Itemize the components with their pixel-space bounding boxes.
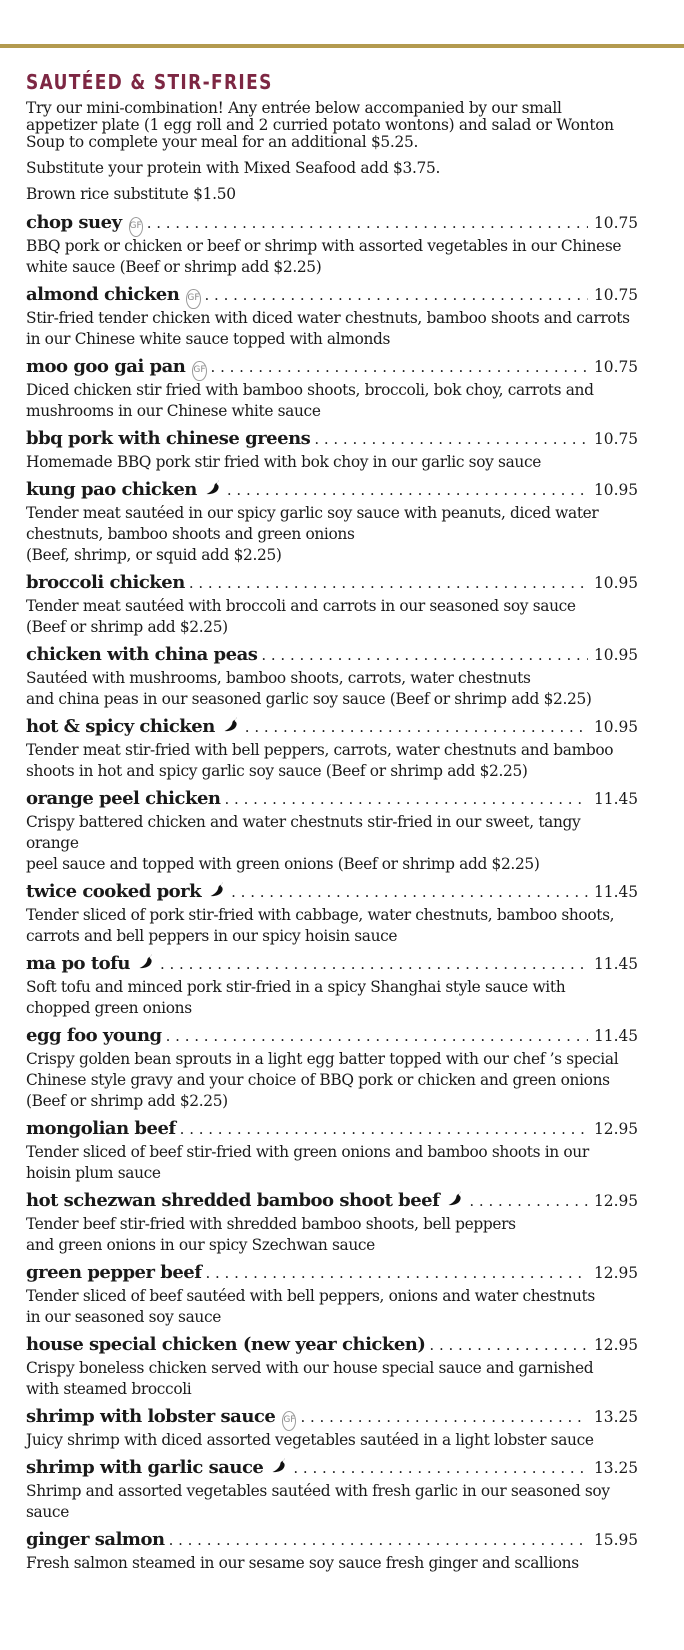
menu-item-orange-peel-chicken: [26, 788, 639, 875]
menu-item-name: house special chicken (new year chicken): [26, 1334, 426, 1355]
menu-item-shrimp-with-lobster-sauce: [26, 1406, 639, 1451]
menu-item-description: Crispy boneless chicken served with our house special sauce and garnished with steamed broccoli: [26, 1359, 594, 1398]
menu-item-price: 10.75: [594, 214, 639, 232]
menu-item-price: 11.45: [594, 790, 639, 808]
menu-item-name: orange peel chicken: [26, 788, 221, 809]
menu-item-description: Shrimp and assorted vegetables sautéed with fresh garlic in our seasoned soy sauce: [26, 1482, 610, 1521]
menu-item-description: Fresh salmon steamed in our sesame soy sauce fresh ginger and scallions: [26, 1554, 579, 1572]
gluten-free-icon: GF: [129, 217, 143, 237]
menu-item-header: [26, 1457, 639, 1481]
dot-leader: [231, 883, 588, 901]
menu-item-price: 10.75: [594, 430, 639, 448]
dot-leader: [205, 1264, 588, 1282]
menu-item-name: twice cooked pork: [26, 881, 202, 902]
menu-item-name: bbq pork with chinese greens: [26, 428, 311, 449]
menu-item-header: [26, 953, 639, 977]
menu-item-description: Soft tofu and minced pork stir-fried in a spicy Shanghai style sauce with chopped green onions: [26, 978, 566, 1017]
chili-pepper-icon: [447, 1190, 465, 1210]
menu-item-header: [26, 1118, 639, 1142]
menu-item-twice-cooked-pork: [26, 881, 639, 947]
menu-item-egg-foo-young: [26, 1025, 639, 1112]
menu-item-header: [26, 284, 639, 308]
section-intro: Try our mini-combination! Any entrée below accompanied by our small appetizer plate (1 egg roll and 2 curried potato wontons) and salad or Wonton Soup to complete your meal for an additional $5.25.: [26, 99, 614, 151]
menu-item-price: 10.75: [594, 286, 639, 304]
chili-pepper-icon: [138, 953, 156, 973]
menu-item-name: almond chicken: [26, 284, 180, 305]
menu-item-header: [26, 1334, 639, 1358]
menu-item-green-pepper-beef: [26, 1262, 639, 1328]
dot-leader: [160, 955, 588, 973]
seafood-note: Substitute your protein with Mixed Seafood add $3.75.: [26, 159, 441, 177]
menu-item-price: 12.95: [594, 1192, 639, 1210]
menu-item-price: 12.95: [594, 1264, 639, 1282]
menu-item-name: ginger salmon: [26, 1529, 165, 1550]
menu-item-chicken-with-china-peas: [26, 644, 639, 710]
menu-item-ma-po-tofu: [26, 953, 639, 1019]
menu-item-name: chop suey: [26, 212, 122, 233]
menu-item-chop-suey: [26, 212, 639, 278]
menu-item-hot-spicy-chicken: [26, 716, 639, 782]
menu-item-price: 13.25: [594, 1408, 639, 1426]
gluten-free-icon: GF: [192, 361, 206, 381]
dot-leader: [429, 1336, 588, 1354]
menu-item-header: [26, 788, 639, 812]
menu-item-name: green pepper beef: [26, 1262, 202, 1283]
dot-leader: [314, 430, 588, 448]
menu-item-header: [26, 572, 639, 596]
menu-section: [26, 70, 639, 1580]
dot-leader: [227, 481, 588, 499]
menu-item-description: Crispy battered chicken and water chestnuts stir-fried in our sweet, tangy orange peel sauce and topped with green onions (Beef or shrimp add $2.25): [26, 813, 581, 873]
menu-item-description: Stir-fried tender chicken with diced water chestnuts, bamboo shoots and carrots in our Chinese white sauce topped with almonds: [26, 309, 630, 348]
chili-pepper-icon: [271, 1457, 289, 1477]
menu-item-name: shrimp with lobster sauce: [26, 1406, 276, 1427]
menu-item-price: 12.95: [594, 1120, 639, 1138]
menu-item-header: [26, 1190, 639, 1214]
menu-item-price: 11.45: [594, 1027, 639, 1045]
gluten-free-icon: GF: [186, 289, 200, 309]
dot-leader: [166, 1027, 588, 1045]
menu-item-header: [26, 1262, 639, 1286]
menu-item-name: moo goo gai pan: [26, 356, 186, 377]
menu-item-description: Crispy golden bean sprouts in a light egg batter topped with our chef ’s special Chinese style gravy and your choice of BBQ pork or chicken and green onions (Beef or shrimp add $2.25): [26, 1050, 619, 1110]
menu-item-name: mongolian beef: [26, 1118, 176, 1139]
menu-item-description: Sautéed with mushrooms, bamboo shoots, carrots, water chestnuts and china peas in our seasoned garlic soy sauce (Beef or shrimp add $2.25): [26, 669, 592, 708]
menu-item-header: [26, 1406, 639, 1430]
menu-item-header: [26, 428, 639, 452]
menu-item-description: Tender meat stir-fried with bell peppers, carrots, water chestnuts and bamboo shoots in hot and spicy garlic soy sauce (Beef or shrimp add $2.25): [26, 741, 614, 780]
menu-item-description: Tender sliced of beef stir-fried with green onions and bamboo shoots in our hoisin plum sauce: [26, 1143, 589, 1182]
menu-item-price: 10.95: [594, 574, 639, 592]
menu-item-description: Juicy shrimp with diced assorted vegetables sautéed in a light lobster sauce: [26, 1431, 594, 1449]
dot-leader: [147, 214, 588, 232]
menu-item-description: Tender meat sautéed in our spicy garlic soy sauce with peanuts, diced water chestnuts, bamboo shoots and green onions (Beef, shrimp, or squid add $2.25): [26, 504, 599, 564]
menu-item-ginger-salmon: [26, 1529, 639, 1574]
menu-item-name: hot & spicy chicken: [26, 716, 215, 737]
dot-leader: [189, 574, 588, 592]
gluten-free-icon: GF: [282, 1411, 296, 1431]
chili-pepper-icon: [205, 479, 223, 499]
menu-item-header: [26, 356, 639, 380]
menu-item-hot-schezwan-shredded-bamboo-shoot-beef: [26, 1190, 639, 1256]
menu-item-price: 10.95: [594, 646, 639, 664]
top-divider: [0, 44, 684, 48]
menu-item-description: Tender beef stir-fried with shredded bamboo shoots, bell peppers and green onions in our spicy Szechwan sauce: [26, 1215, 516, 1254]
menu-item-price: 15.95: [594, 1531, 639, 1549]
menu-item-name: chicken with china peas: [26, 644, 258, 665]
menu-item-shrimp-with-garlic-sauce: [26, 1457, 639, 1523]
menu-item-price: 10.75: [594, 358, 639, 376]
menu-item-price: 10.95: [594, 718, 639, 736]
dot-leader: [225, 790, 589, 808]
menu-item-name: ma po tofu: [26, 953, 130, 974]
menu-item-mongolian-beef: [26, 1118, 639, 1184]
menu-item-price: 13.25: [594, 1459, 639, 1477]
dot-leader: [169, 1531, 588, 1549]
menu-item-bbq-pork-with-chinese-greens: [26, 428, 639, 473]
menu-item-name: shrimp with garlic sauce: [26, 1457, 264, 1478]
menu-item-header: [26, 881, 639, 905]
dot-leader: [300, 1408, 588, 1426]
menu-item-moo-goo-gai-pan: [26, 356, 639, 422]
menu-item-description: Tender sliced of pork stir-fried with cabbage, water chestnuts, bamboo shoots, carrots and bell peppers in our spicy hoisin sauce: [26, 906, 615, 945]
menu-item-name: egg foo young: [26, 1025, 162, 1046]
menu-item-name: kung pao chicken: [26, 479, 197, 500]
brown-rice-note: Brown rice substitute $1.50: [26, 185, 236, 203]
menu-item-price: 12.95: [594, 1336, 639, 1354]
menu-item-description: Diced chicken stir fried with bamboo shoots, broccoli, bok choy, carrots and mushrooms in our Chinese white sauce: [26, 381, 594, 420]
menu-item-header: [26, 1025, 639, 1049]
menu-item-description: Tender meat sautéed with broccoli and carrots in our seasoned soy sauce (Beef or shrimp add $2.25): [26, 597, 576, 636]
dot-leader: [469, 1192, 588, 1210]
chili-pepper-icon: [209, 881, 227, 901]
menu-item-price: 10.95: [594, 481, 639, 499]
menu-item-header: [26, 1529, 639, 1553]
menu-item-header: [26, 716, 639, 740]
menu-item-name: hot schezwan shredded bamboo shoot beef: [26, 1190, 440, 1211]
menu-item-description: BBQ pork or chicken or beef or shrimp with assorted vegetables in our Chinese white sauce (Beef or shrimp add $2.25): [26, 237, 622, 276]
dot-leader: [180, 1120, 588, 1138]
menu-item-header: [26, 479, 639, 503]
dot-leader: [245, 718, 588, 736]
dot-leader: [211, 358, 588, 376]
menu-item-description: Homemade BBQ pork stir fried with bok choy in our garlic soy sauce: [26, 453, 541, 471]
menu-item-broccoli-chicken: [26, 572, 639, 638]
dot-leader: [261, 646, 588, 664]
dot-leader: [293, 1459, 588, 1477]
menu-item-price: 11.45: [594, 883, 639, 901]
menu-item-header: [26, 644, 639, 668]
menu-item-price: 11.45: [594, 955, 639, 973]
section-title: SAUTÉED & STIR-FRIES: [26, 70, 273, 94]
chili-pepper-icon: [223, 716, 241, 736]
menu-item-almond-chicken: [26, 284, 639, 350]
dot-leader: [205, 286, 588, 304]
menu-item-list: [26, 212, 639, 1574]
menu-item-name: broccoli chicken: [26, 572, 185, 593]
menu-item-header: [26, 212, 639, 236]
menu-item-description: Tender sliced of beef sautéed with bell peppers, onions and water chestnuts in our seasoned soy sauce: [26, 1287, 595, 1326]
menu-item-house-special-chicken-new-year-chicken: [26, 1334, 639, 1400]
menu-item-kung-pao-chicken: [26, 479, 639, 566]
